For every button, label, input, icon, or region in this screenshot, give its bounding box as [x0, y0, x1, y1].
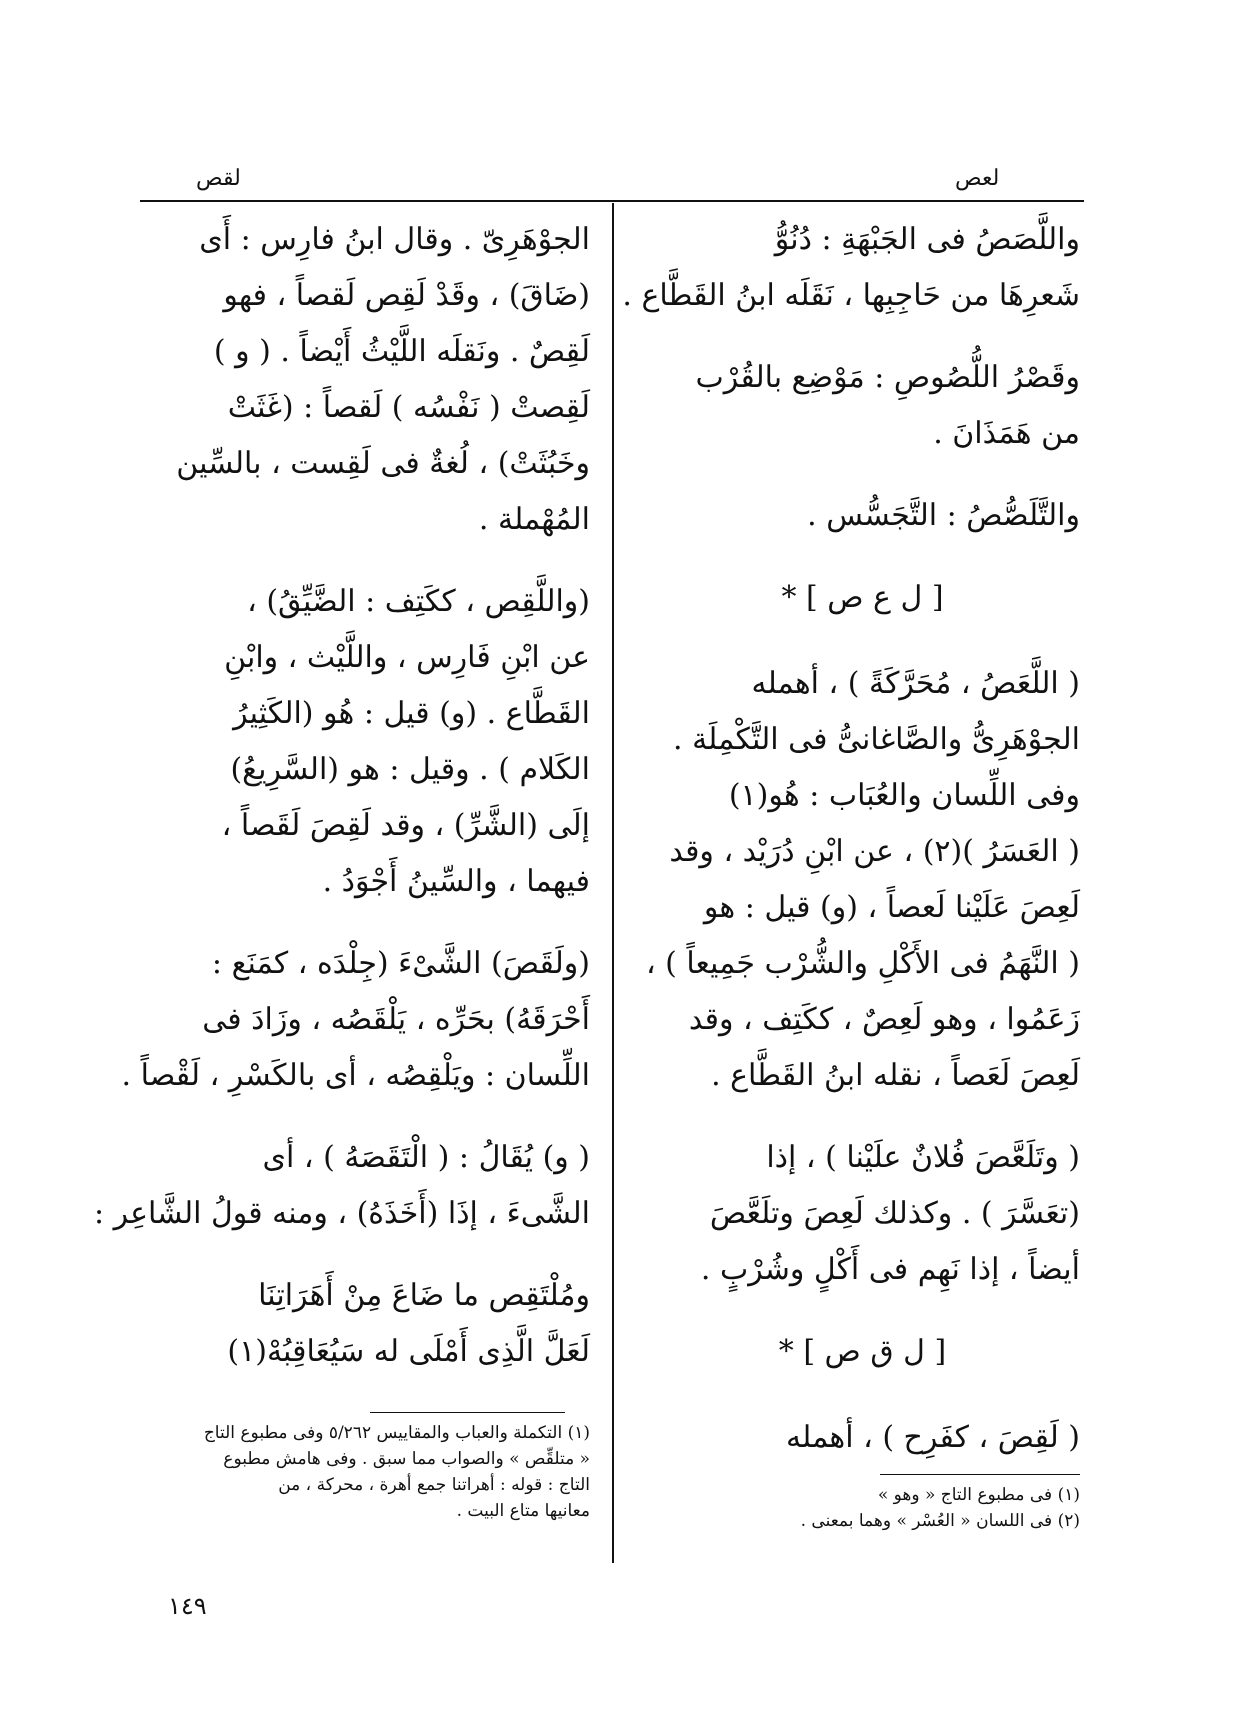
text-line: (تعَسَّرَ ) . وكذلك لَعِصَ وتلَعَّصَ	[709, 1196, 1080, 1231]
entry-paragraph	[622, 212, 1080, 324]
text-line: المُهْملة .	[478, 502, 590, 537]
text-line: وخَبُثَتْ) ، لُغةٌ فى لَقِست ، بالسِّين	[176, 446, 590, 481]
text-line: الجوْهَرِىّ . وقال ابنُ فارِس : أَى	[199, 222, 590, 257]
poetry-verse	[140, 1268, 590, 1380]
header-rule	[140, 200, 1084, 202]
text-line: فيهما ، والسِّينُ أَجْوَدُ .	[322, 864, 590, 899]
text-line: ( و) يُقَالُ : ( الْتَقَصَهُ ) ، أى	[262, 1140, 590, 1175]
entry-paragraph	[645, 350, 1080, 462]
page-number: ١٤٩	[168, 1592, 207, 1620]
text-line: وقَصْرُ اللُّصُوصِ : مَوْضِع بالقُرْب	[695, 360, 1080, 395]
text-line: أيضاً ، إذا نَهِم فى أَكْلٍ وشُرْبٍ .	[700, 1252, 1080, 1287]
text-line: لَعِصَ لَعَصاً ، نقله ابنُ القَطَّاع .	[711, 1058, 1080, 1093]
entry-paragraph	[645, 488, 1080, 544]
verse-line: ومُلْتَقِص ما ضَاعَ مِنْ أَهَرَاتِنَا	[258, 1278, 590, 1313]
text-line: وفى اللِّسان والعُبَاب : هُو(١)	[728, 778, 1080, 813]
text-line: الجوْهَرِىُّ والصَّاغانىُّ فى التَّكْمِلَة .	[673, 722, 1080, 757]
footnote-line: التاج : قوله : أهراتنا جمع أهرة ، محركة ، من	[278, 1475, 590, 1495]
entry-paragraph	[645, 1410, 1080, 1466]
entry-paragraph	[140, 212, 590, 548]
entry-paragraph	[93, 1130, 590, 1242]
footnote-line: (٢) فى اللسان « العُسْر » وهما بمعنى .	[800, 1511, 1080, 1531]
entry-paragraph	[121, 936, 590, 1104]
text-line: الشَّىءَ ، إذَا (أَخَذَهُ) ، ومنه قولُ الشَّاعِر :	[93, 1196, 590, 1231]
text-line: اللِّسان : ويَلْقِصُه ، أى بالكَسْرِ ، لَقْصاً .	[121, 1058, 590, 1093]
column-divider	[612, 203, 614, 1563]
section-heading-lam-ain-sad: [ ل ع ص ] *	[781, 580, 944, 615]
text-line: ( النَّهَمُ فى الأَكْلِ والشُّرْب جَمِيعاً ) ،	[645, 946, 1080, 981]
text-line: لَقِصتْ ( نَفْسُه ) لَقصاً : (غَثَتْ	[227, 390, 590, 425]
footnote-rule-right	[880, 1474, 1080, 1475]
text-line: ( وتَلَعَّصَ فُلانٌ علَيْنا ) ، إذا	[766, 1140, 1080, 1175]
text-line: ( اللَّعَصُ ، مُحَرَّكَةً ) ، أهمله	[751, 666, 1080, 701]
text-line: الكَلام ) . وقيل : هو (السَّرِيعُ)	[230, 752, 590, 787]
footnote-line: « متلقِّص » والصواب مما سبق . وفى هامش مطبوع	[223, 1449, 590, 1469]
section-heading-lam-qaf-sad: [ ل ق ص ] *	[778, 1334, 947, 1369]
running-header-left: لقص	[196, 166, 241, 191]
text-line: عن ابْنِ فَارِس ، واللَّيْث ، وابْنِ	[224, 640, 590, 675]
footnote-line: (١) التكملة والعباب والمقاييس ٥/٢٦٢ وفى مطبوع التاج	[203, 1423, 590, 1443]
footnote-rule-left	[370, 1412, 565, 1413]
text-line: (ولَقَصَ) الشَّىْءَ (جِلْدَه ، كمَنَع :	[211, 946, 590, 981]
text-line: أَحْرَقَهُ) بحَرِّه ، يَلْقَصُه ، وزَادَ فى	[202, 1002, 590, 1037]
running-header-right: لعص	[955, 166, 1000, 191]
footnotes-left	[140, 1420, 590, 1524]
verse-line: لَعَلَّ الَّذِى أَمْلَى له سَيُعَاقِبُهْ(١)	[227, 1334, 590, 1369]
text-line: زَعَمُوا ، وهو لَعِصٌ ، ككَتِف ، وقد	[688, 1002, 1080, 1037]
text-line: واللَّصَصُ فى الجَبْهَةِ : دُنُوُّ	[774, 222, 1080, 257]
footnote-line: (١) فى مطبوع التاج « وهو »	[877, 1485, 1080, 1505]
text-line: لَقِصٌ . ونَقلَه اللَّيْثُ أَيْضاً . ( و )	[213, 334, 590, 369]
text-line: (واللَّقِص ، ككَتِف : الضَّيِّقُ) ،	[247, 584, 590, 619]
entry-paragraph	[140, 574, 590, 910]
entry-paragraph	[645, 656, 1080, 1104]
footnotes-right	[645, 1482, 1080, 1534]
left-column	[93, 212, 590, 1404]
text-line: (ضَاقَ) ، وقَدْ لَقِص لَقصاً ، فهو	[223, 278, 590, 313]
right-column	[622, 212, 1080, 1492]
text-line: من هَمَذَانَ .	[933, 416, 1080, 451]
entry-paragraph	[645, 1130, 1080, 1298]
text-line: والتَّلَصُّصُ : التَّجَسُّس .	[807, 498, 1080, 533]
text-line: لَعِصَ عَلَيْنا لَعصاً ، (و) قيل : هو	[703, 890, 1080, 925]
text-line: ( العَسَرُ )(٢) ، عن ابْنِ دُرَيْد ، وقد	[669, 834, 1080, 869]
text-line: القَطَّاع . (و) قيل : هُو (الكَثِيرُ	[233, 696, 590, 731]
footnote-line: معانيها متاع البيت .	[456, 1501, 590, 1521]
text-line: شَعرِهَا من حَاجِبِها ، نَقَلَه ابنُ القَطَّاع .	[622, 278, 1080, 313]
text-line: إلَى (الشَّرِّ) ، وقد لَقِصَ لَقَصاً ،	[221, 808, 590, 843]
text-line: ( لَقِصَ ، كفَرِح ) ، أهمله	[786, 1420, 1080, 1455]
